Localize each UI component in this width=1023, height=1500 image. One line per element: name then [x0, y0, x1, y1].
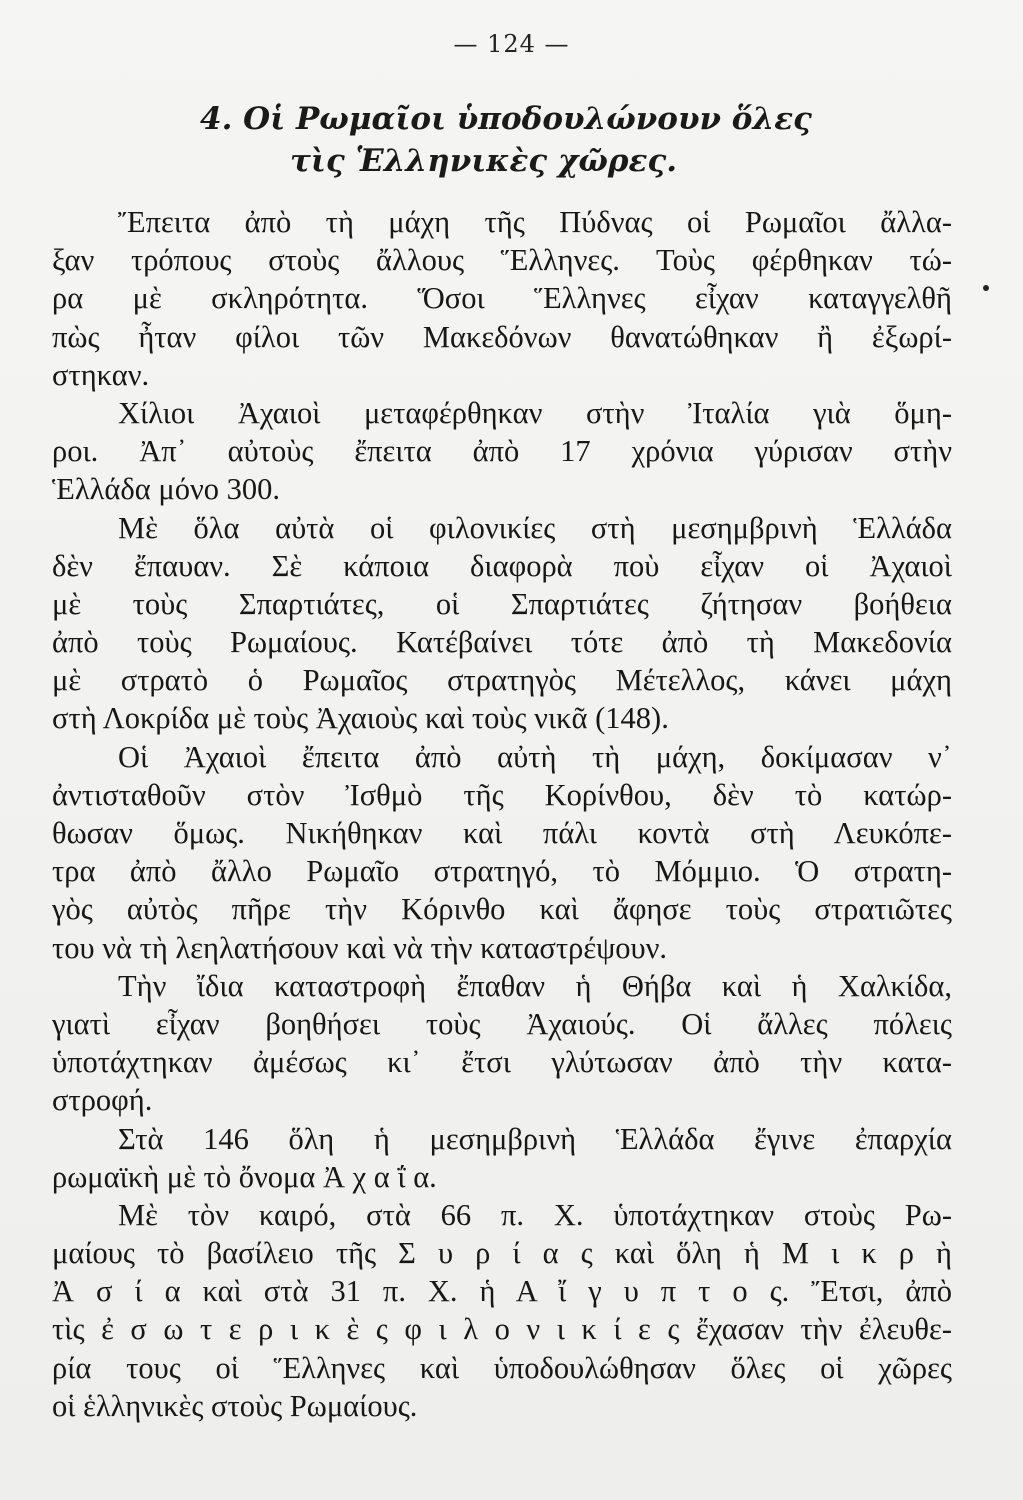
- text-line: πὼς ἦταν φίλοι τῶν Μακεδόνων θανατώθηκαν ἢ ἐξωρί-: [52, 319, 952, 354]
- text-line: Ἀ σ ί α καὶ στὰ 31 π. Χ. ἡ Α ἴ γ υ π τ ο ς. Ἔτσι, ἀπὸ: [52, 1274, 952, 1309]
- text-line: μαίους τὸ βασίλειο τῆς Σ υ ρ ί α ς καὶ ὅλη ἡ Μ ι κ ρ ὴ: [52, 1236, 952, 1271]
- text-line: Μὲ ὅλα αὐτὰ οἱ φιλονικίες στὴ μεσημβρινὴ Ἑλλάδα: [118, 510, 952, 545]
- text-line: δὲν ἔπαυαν. Σὲ κάποια διαφορὰ ποὺ εἶχαν οἱ Ἀχαιοὶ: [52, 548, 952, 583]
- page-number: — 124 —: [453, 30, 570, 58]
- text-line: μὲ στρατὸ ὁ Ρωμαῖος στρατηγὸς Μέτελλος, κάνει μάχη: [52, 663, 952, 698]
- text-line: γὸς αὐτὸς πῆρε τὴν Κόρινθο καὶ ἄφησε τοὺς στρατιῶτες: [52, 892, 952, 927]
- text-line: Ἑλλάδα μόνο 300.: [52, 472, 280, 507]
- section-heading-line-2: τὶς Ἑλληνικὲς χῶρες.: [290, 143, 678, 179]
- text-line: θωσαν ὅμως. Νικήθηκαν καὶ πάλι κοντὰ στὴ Λευκόπε-: [52, 816, 952, 850]
- text-line: ροι. Ἀπ᾿ αὐτοὺς ἔπειτα ἀπὸ 17 χρόνια γύρισαν στὴν: [52, 434, 952, 469]
- text-line: Ἔπειτα ἀπὸ τὴ μάχη τῆς Πύδνας οἱ Ρωμαῖοι ἄλλα-: [118, 205, 952, 239]
- text-line: οἱ ἑλληνικὲς στοὺς Ρωμαίους.: [52, 1388, 418, 1423]
- body-text: [52, 203, 952, 1425]
- text-line: ρα μὲ σκληρότητα. Ὅσοι Ἕλληνες εἶχαν καταγγελθῆ: [52, 281, 952, 316]
- text-line: στηκαν.: [52, 357, 150, 392]
- text-line: μὲ τοὺς Σπαρτιάτες, οἱ Σπαρτιάτες ζήτησαν βοήθεια: [52, 586, 952, 621]
- ink-speck: [983, 285, 989, 291]
- text-line: ἀντισταθοῦν στὸν Ἰσθμὸ τῆς Κορίνθου, δὲν τὸ κατώρ-: [52, 777, 952, 812]
- text-line: στὴ Λοκρίδα μὲ τοὺς Ἀχαιοὺς καὶ τοὺς νικᾶ (148).: [52, 701, 669, 736]
- text-line: Οἱ Ἀχαιοὶ ἔπειτα ἀπὸ αὐτὴ τὴ μάχη, δοκίμασαν ν᾿: [118, 739, 952, 774]
- text-line: ρία τους οἱ Ἕλληνες καὶ ὑποδουλώθησαν ὅλες οἱ χῶρες: [52, 1350, 952, 1385]
- text-line: τρα ἀπὸ ἄλλο Ρωμαῖο στρατηγό, τὸ Μόμμιο. Ὁ στρατη-: [52, 854, 952, 889]
- section-heading-line-1: 4. Οἱ Ρωμαῖοι ὑποδουλώνουν ὅλες: [200, 101, 812, 137]
- text-line: τὶς ἐ σ ω τ ε ρ ι κ ὲ ς φ ι λ ο ν ι κ ί ε ς ἔχασαν τὴν ἐλευθε-: [52, 1312, 952, 1347]
- text-line: ἀπὸ τοὺς Ρωμαίους. Κατέβαίνει τότε ἀπὸ τὴ Μακεδονία: [52, 625, 952, 660]
- text-line: ὑποτάχτηκαν ἀμέσως κι᾿ ἔτσι γλύτωσαν ἀπὸ τὴν κατα-: [52, 1045, 952, 1080]
- text-line: ξαν τρόπους στοὺς ἄλλους Ἕλληνες. Τοὺς φέρθηκαν τώ-: [52, 243, 952, 278]
- text-line: Μὲ τὸν καιρό, στὰ 66 π. Χ. ὑποτάχτηκαν στοὺς Ρω-: [118, 1197, 952, 1232]
- text-line: ρωμαϊκὴ μὲ τὸ ὄνομα Ἀ χ α ΐ α.: [52, 1159, 437, 1194]
- text-line: Τὴν ἴδια καταστροφὴ ἔπαθαν ἡ Θήβα καὶ ἡ Χαλκίδα,: [118, 968, 952, 1003]
- section-heading: [200, 98, 820, 182]
- text-line: του νὰ τὴ λεηλατήσουν καὶ νὰ τὴν καταστρέψουν.: [52, 930, 668, 965]
- text-line: γιατὶ εἶχαν βοηθήσει τοὺς Ἀχαιούς. Οἱ ἄλλες πόλεις: [52, 1006, 952, 1041]
- text-line: Στὰ 146 ὅλη ἡ μεσημβρινὴ Ἑλλάδα ἔγινε ἐπαρχία: [118, 1121, 952, 1156]
- text-line: στροφή.: [52, 1083, 153, 1118]
- text-line: Χίλιοι Ἀχαιοὶ μεταφέρθηκαν στὴν Ἰταλία γιὰ ὅμη-: [118, 395, 952, 430]
